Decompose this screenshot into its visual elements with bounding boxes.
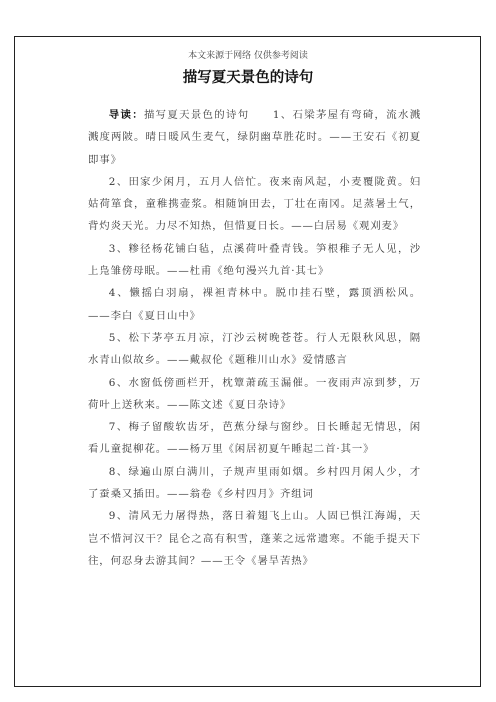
intro-label: 导读：	[108, 109, 144, 121]
paragraph-poem-6: 6、水窗低傍画栏开，枕簟萧疏玉漏催。一夜雨声凉到梦，万荷叶上送秋来。——陈文述《夏日杂诗》	[88, 376, 421, 411]
paragraph-poem-2: 2、田家少闲月，五月人倍忙。夜来南风起，小麦覆陇黄。妇姑荷箪食，童稚携壶浆。相随饷田去，丁壮在南冈。足蒸暑土气，背灼炎天光。力尽不知热，但惜夏日长。——白居易《观刈麦》	[88, 175, 421, 233]
paragraph-poem-3: 3、糁径杨花铺白毡，点溪荷叶叠青钱。笋根稚子无人见，沙上凫雏傍母眠。——杜甫《绝句漫兴九首·其七》	[88, 242, 421, 278]
source-notice: 本文来源于网络 仅供参考阅读	[188, 51, 308, 61]
paragraph-poem-4: 4、懒摇白羽扇，裸袒青林中。脱巾挂石壁，露顶洒松风。——李白《夏日山中》	[88, 287, 421, 322]
paragraph-poem-7: 7、梅子留酸软齿牙，芭蕉分绿与窗纱。日长睡起无情思，闲看儿童捉柳花。——杨万里《闲居初夏午睡起二首·其一》	[88, 421, 421, 456]
paragraph-poem-5: 5、松下茅亭五月凉，汀沙云树晚苍苍。行人无限秋风思，隔水青山似故乡。——戴叔伦《题稚川山水》爱情感言	[88, 331, 421, 367]
page-title: 描写夏天景色的诗句	[182, 70, 314, 86]
article-body	[88, 104, 421, 572]
paragraph-poem-8: 8、绿遍山原白满川，子规声里雨如烟。乡村四月闲人少，才了蚕桑又插田。——翁卷《乡村四月》齐组词	[88, 465, 421, 501]
paragraph-text: 描写夏天景色的诗句 1、石梁茅屋有弯碕，流水溅溅度两陂。晴日暖风生麦气，绿阴幽草胜花时。——王安石《初夏即事》	[88, 109, 421, 166]
paragraph-poem-9: 9、清风无力屠得热，落日着翅飞上山。人固已惧江海竭，天岂不惜河汉干？昆仑之高有积雪，蓬莱之远常遗寒。不能手提天下往，何忍身去游其间？——王令《暑旱苦热》	[88, 510, 421, 567]
paragraph-intro	[88, 104, 421, 171]
